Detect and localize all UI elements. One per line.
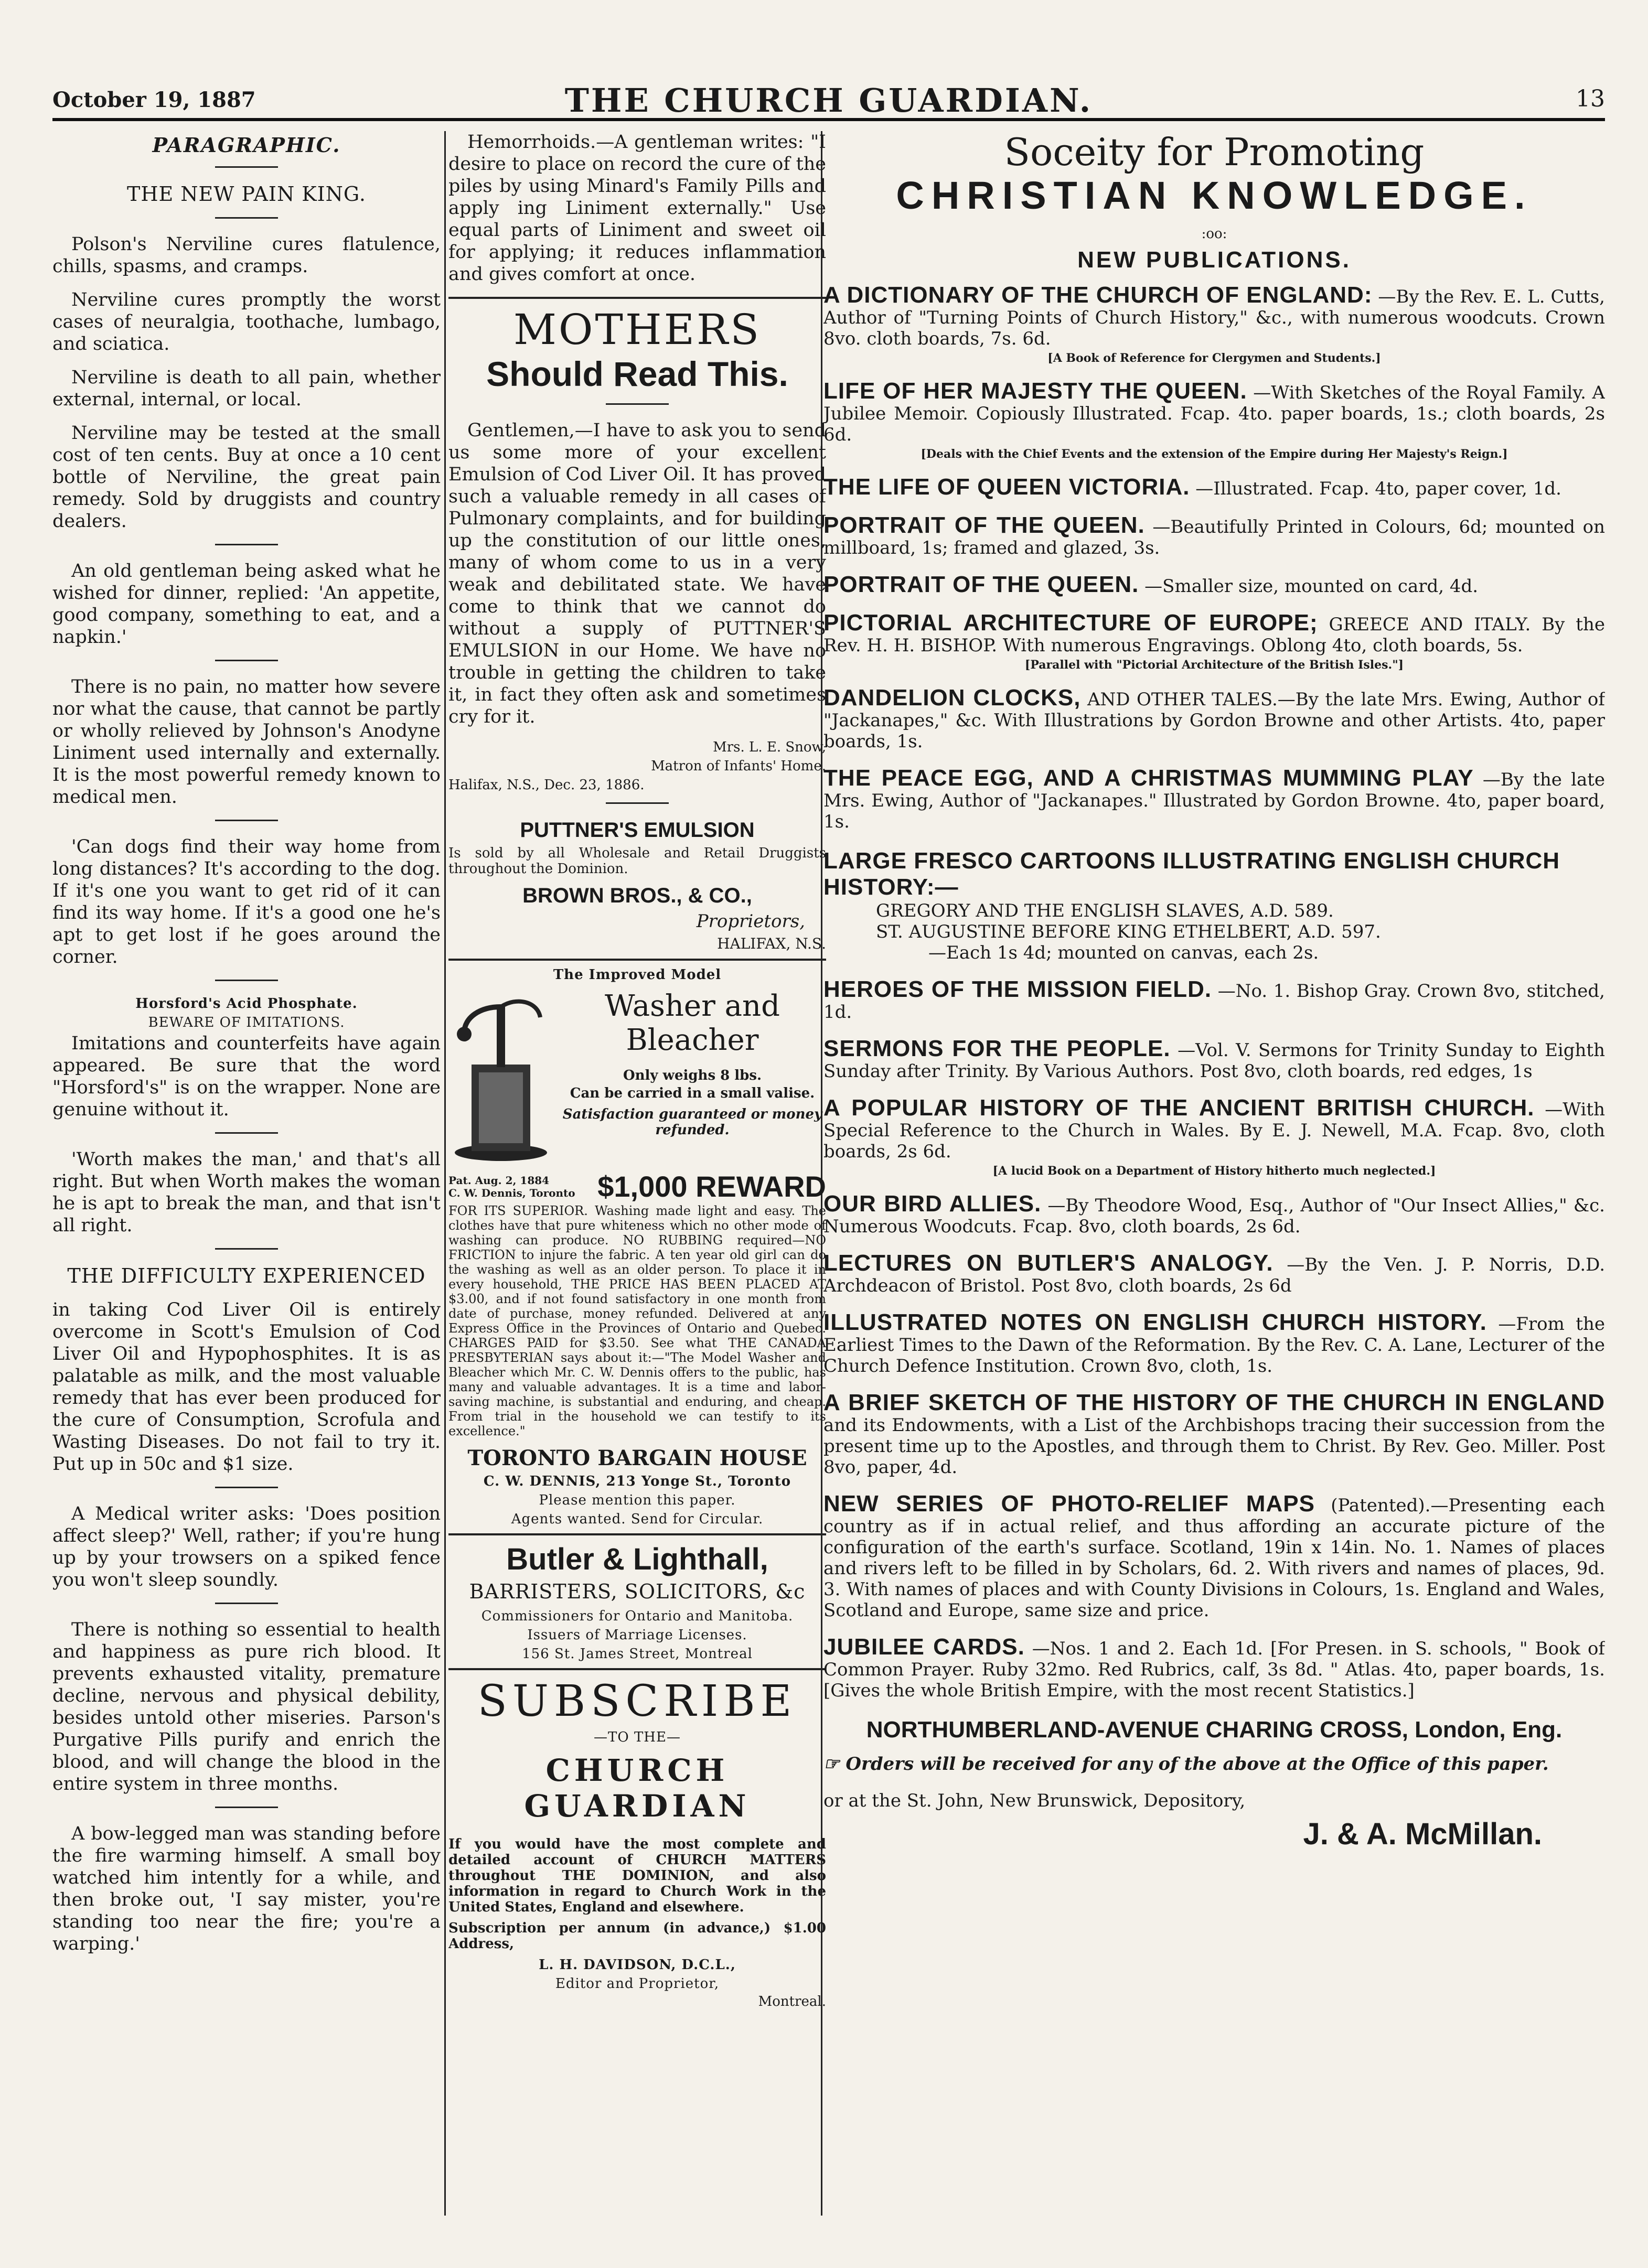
publication-details: —By the Ven. J. P. Norris, D.D. Archdeacon of Bristol. Post 8vo, cloth boards, 2s 6d [823, 1254, 1605, 1296]
ad-text: Commissioners for Ontario and Manitoba. [481, 1608, 794, 1624]
divider-ornament: :oo: [1201, 226, 1227, 242]
publication-details: —Smaller size, mounted on card, 4d. [1144, 576, 1479, 597]
reward-headline: $1,000 REWARD [597, 1170, 826, 1203]
paragraph: Nerviline cures promptly the worst cases of neuralgia, toothache, lumbago, and sciatica. [52, 289, 441, 354]
publication-details: —No. 1. Bishop Gray. Crown 8vo, stitched, 1d. [823, 981, 1605, 1023]
publication-description [823, 474, 1605, 500]
paragraph: Nerviline is death to all pain, whether external, internal, or local. [52, 367, 441, 410]
paragraph: Hemorrhoids.—A gentleman writes: "I desire to place on record the cure of the piles by using Minard's Family Pills and apply ing Liniment externally." Use equal parts of Liniment and sweet oil for applying; it reduces inflammation and gives comfort at once. [448, 132, 826, 285]
bookseller-name: J. & A. McMillan. [1303, 1817, 1542, 1851]
paragraph: An old gentleman being asked what he wished for dinner, replied: 'An appetite, good company, something to eat, and a napkin.' [52, 561, 441, 648]
publication-note: [Deals with the Chief Events and the extension of the Empire during Her Majesty's Reign.] [921, 447, 1508, 461]
ad-headline: MOTHERS [513, 305, 762, 354]
ad-text: Editor and Proprietor, [555, 1976, 720, 1992]
publication-entry [823, 574, 1605, 597]
publication-title: LIFE OF HER MAJESTY THE QUEEN. [823, 378, 1247, 404]
ad-text: Agents wanted. Send for Circular. [511, 1511, 764, 1527]
publication-details: —From the Earliest Times to the Dawn of the Reformation. By the Rev. C. A. Lane, Lecturer of the Church Defence Institution. Crown 8vo, cloth, 1s. [823, 1314, 1605, 1377]
washer-illustration [448, 986, 553, 1164]
paragraph: in taking Cod Liver Oil is entirely overcome in Scott's Emulsion of Cod Liver Oil and Hypophosphites. It is as palatable as milk, and the most valuable remedy that has ever been produced for the cure of Consumption, Scrofula and Wasting Diseases. Do not fail to try it. Put up in 50c and $1 size. [52, 1299, 441, 1475]
publication-description [823, 1634, 1605, 1701]
publication-line: ST. AUGUSTINE BEFORE KING ETHELBERT, A.D. 597. [876, 921, 1381, 942]
ad-text: Is sold by all Wholesale and Retail Druggists throughout the Dominion. [448, 845, 826, 877]
depository-note: or at the St. John, New Brunswick, Depository, [823, 1790, 1246, 1811]
publication-description [823, 687, 1605, 752]
publication-title: PORTRAIT OF THE QUEEN. [823, 512, 1145, 538]
paragraph: A bow-legged man was standing before the fire warming himself. A small boy watched him intently for a while, and then broke out, 'I say mister, you're standing too near the fire; you're a warping.' [52, 1823, 441, 1954]
ad-text: Montreal. [758, 1994, 826, 2009]
publication-description [823, 1309, 1605, 1377]
signature-date: Halifax, N.S., Dec. 23, 1886. [448, 777, 645, 793]
ad-text: Proprietors, [696, 911, 805, 932]
publication-title: ILLUSTRATED NOTES ON ENGLISH CHURCH HISTORY. [823, 1309, 1487, 1335]
publication-entry [823, 1634, 1605, 1701]
ad-text: If you would have the most complete and detailed account of CHURCH MATTERS throughout THE DOMINION, and also information in regard to Church Work in the United States, England and elsewhere. [448, 1836, 826, 1915]
ad-text: HALIFAX, N.S. [717, 935, 826, 952]
publication-title: A POPULAR HISTORY OF THE ANCIENT BRITISH CHURCH. [823, 1095, 1535, 1121]
publication-details: (Patented).—Presenting each country as if in actual relief, and thus affording an accurate picture of the configuration of the earth's surface. Scotland, 19in x 14in. No. 1. Names of places and rivers left to be filled in by Scholars, 6d. 2. With rivers and names of places, 9d. 3. With names of places and with County Divisions in Colours, 1s. England and Wales, Scotland and Europe, same size and price. [823, 1495, 1605, 1621]
ad-text: Only weighs 8 lbs. [623, 1068, 762, 1083]
publication-details: —With Special Reference to the Church in Wales. By E. J. Newell, M.A. Fcap. 8vo, cloth boards, 2s 6d. [823, 1099, 1605, 1162]
column-advertisements [448, 131, 826, 2226]
ad-subheading: BEWARE OF IMITATIONS. [148, 1015, 345, 1030]
publication-entry [823, 512, 1605, 558]
publication-details: —Vol. V. Sermons for Trinity Sunday to Eighth Sunday after Trinity. By Various Authors. Post 8vo, cloth boards, red edges, 1s [823, 1040, 1605, 1082]
washer-ad [448, 986, 826, 1164]
publication-entry [823, 1038, 1605, 1082]
column-divider [444, 131, 446, 2216]
publication-details: —By the Rev. E. L. Cutts, Author of "Turning Points of Church History," &c., with numerous woodcuts. Crown 8vo. cloth boards, 7s. 6d. [823, 286, 1605, 349]
ad-headline: BROWN BROS., & CO., [522, 884, 752, 907]
publication-description [823, 1038, 1605, 1082]
ad-heading: Horsford's Acid Phosphate. [135, 996, 358, 1012]
paragraph: Polson's Nerviline cures flatulence, chills, spasms, and cramps. [52, 234, 441, 277]
signature: Mrs. L. E. Snow, [713, 739, 826, 755]
publication-title: OUR BIRD ALLIES. [823, 1191, 1042, 1217]
publication-description [823, 1250, 1605, 1296]
masthead [52, 81, 1605, 121]
publication-title: A DICTIONARY OF THE CHURCH OF ENGLAND: [823, 282, 1373, 308]
publication-title: HEROES OF THE MISSION FIELD. [823, 976, 1212, 1002]
paragraph: Nerviline may be tested at the small cost of ten cents. Buy at once a 10 cent bottle of Nerviline, the great pain remedy. Sold by druggists and country dealers. [52, 423, 441, 532]
publication-entry [823, 687, 1605, 752]
column-spck [823, 131, 1605, 2226]
publication-entry [823, 765, 1605, 832]
publication-description [823, 1095, 1605, 1162]
ad-headline: PUTTNER'S EMULSION [520, 819, 755, 842]
publication-entry [823, 1250, 1605, 1296]
ad-text: Can be carried in a small valise. [570, 1085, 815, 1101]
issue-date: October 19, 1887 [52, 88, 256, 112]
publication-details: AND OTHER TALES.—By the late Mrs. Ewing, Author of "Jackanapes," &c. With Illustrations by Gordon Browne and other Artists. 4to, paper boards, 1s. [823, 689, 1605, 752]
section-heading: PARAGRAPHIC. [152, 133, 341, 157]
article-heading: THE NEW PAIN KING. [126, 182, 367, 206]
publication-note: [Parallel with "Pictorial Architecture of the British Isles."] [1024, 658, 1404, 672]
publication-entry [823, 1392, 1605, 1478]
ad-text: L. H. DAVIDSON, D.C.L., [539, 1957, 736, 1973]
publication-entry [823, 1309, 1605, 1377]
publication-description [823, 765, 1605, 832]
publication-entry [823, 1191, 1605, 1237]
publication-note: [A lucid Book on a Department of History hitherto much neglected.] [992, 1164, 1436, 1178]
publication-details: —By the late Mrs. Ewing, Author of "Jackanapes." Illustrated by Gordon Browne. 4to, paper board, 1s. [823, 769, 1605, 832]
ad-text: FOR ITS SUPERIOR. Washing made light and easy. The clothes have that pure whiteness which no other mode of washing can produce. NO RUBBING required—NO FRICTION to injure the fabric. A ten year old girl can do the washing as well as an older person. To place it in every household, THE PRICE HAS BEEN PLACED AT $3.00, and if not found satisfactory in one month from date of purchase, money refunded. Delivered at any Express Office in the Provinces of Ontario and Quebec. CHARGES PAID for $3.50. See what THE CANADA PRESBYTERIAN says about it:—"The Model Washer and Bleacher which Mr. C. W. Dennis offers to the public, has many and valuable advantages. It is a time and labor-saving machine, is substantial and enduring, and cheap. From trial in the household we can testify to its excellence." [448, 1203, 826, 1438]
ad-text: Satisfaction guaranteed or money refunded. [562, 1106, 822, 1138]
ad-text: Issuers of Marriage Licenses. [527, 1627, 747, 1643]
publication-title: SERMONS FOR THE PEOPLE. [823, 1036, 1171, 1061]
ad-headline: Should Read This. [486, 354, 788, 393]
publication-entry [823, 976, 1605, 1023]
publication-details: —Nos. 1 and 2. Each 1d. [For Presen. in S. schools, " Book of Common Prayer. Ruby 32mo. Red Rubrics, calf, 3s 8d. " Atlas. 4to, paper boards, 1s. [Gives the whole British Empire, with the most recent Statistics.] [823, 1638, 1605, 1701]
paragraph: There is nothing so essential to health and happiness as pure rich blood. It prevents exhausted vitality, premature decline, nervous and physical debility, besides untold other miseries. Parson's Purgative Pills purify and enrich the blood, and will change the blood in the entire system in three months. [52, 1619, 441, 1794]
publication-description [823, 1191, 1605, 1237]
publication-entry [823, 848, 1605, 963]
publication-line: GREGORY AND THE ENGLISH SLAVES, A.D. 589. [876, 900, 1334, 921]
ad-text: —TO THE— [594, 1729, 681, 1745]
publication-title: THE LIFE OF QUEEN VICTORIA. [823, 474, 1190, 500]
ad-headline: TORONTO BARGAIN HOUSE [467, 1446, 807, 1470]
publisher-address: NORTHUMBERLAND-AVENUE CHARING CROSS, London, Eng. [866, 1717, 1563, 1743]
ad-headline: Washer and Bleacher [605, 989, 780, 1057]
newspaper-title: THE CHURCH GUARDIAN. [564, 81, 1093, 120]
section-heading: NEW PUBLICATIONS. [1077, 247, 1351, 273]
publication-details: GREECE AND ITALY. By the Rev. H. H. BISHOP. With numerous Engravings. Oblong 4to, cloth boards, 5s. [823, 614, 1605, 656]
patent-holder: C. W. Dennis, Toronto [448, 1186, 575, 1199]
paragraph: There is no pain, no matter how severe nor what the cause, that cannot be partly or wholly relieved by Johnson's Anodyne Liniment used internally and externally. It is the most powerful remedy known to medical men. [52, 676, 441, 808]
publication-details: —With Sketches of the Royal Family. A Jubilee Memoir. Copiously Illustrated. Fcap. 4to. paper boards, 1s.; cloth boards, 2s 6d. [823, 382, 1605, 445]
ad-headline: Butler & Lighthall, [506, 1542, 768, 1576]
publication-title: PORTRAIT OF THE QUEEN. [823, 572, 1139, 597]
publication-description [823, 512, 1605, 558]
ad-text: Subscription per annum (in advance,) $1.00 Address, [448, 1920, 826, 1952]
ad-headline: SUBSCRIBE [477, 1676, 797, 1726]
paragraph: A Medical writer asks: 'Does position affect sleep?' Well, rather; if you're hung up by your trowsers on a spiked fence you won't sleep soundly. [52, 1503, 441, 1590]
publication-details: and its Endowments, with a List of the Archbishops tracing their succession from the present time up to the Apostles, and through them to Christ. By Rev. Geo. Miller. Post 8vo, paper, 4d. [823, 1415, 1605, 1478]
society-title: Soceity for Promoting [1004, 131, 1425, 174]
publication-entry [823, 612, 1605, 672]
publication-description [823, 976, 1605, 1023]
ad-text: BARRISTERS, SOLICITORS, &c [469, 1580, 806, 1603]
publication-line: —Each 1s 4d; mounted on canvas, each 2s. [928, 942, 1319, 963]
publication-title: NEW SERIES OF PHOTO-RELIEF MAPS [823, 1491, 1315, 1517]
publication-entry [823, 474, 1605, 500]
publication-details: —Beautifully Printed in Colours, 6d; mounted on millboard, 1s; framed and glazed, 3s. [823, 517, 1605, 558]
paragraph: Imitations and counterfeits have again appeared. Be sure that the word "Horsford's" is on the wrapper. None are genuine without it. [52, 1033, 441, 1120]
article-heading: THE DIFFICULTY EXPERIENCED [67, 1264, 426, 1287]
publication-title: DANDELION CLOCKS, [823, 685, 1081, 711]
publication-title: A BRIEF SKETCH OF THE HISTORY OF THE CHURCH IN ENGLAND [823, 1390, 1605, 1415]
publication-details: —Illustrated. Fcap. 4to, paper cover, 1d. [1195, 478, 1561, 499]
ad-text: 156 St. James Street, Montreal [522, 1646, 753, 1662]
publication-title: THE PEACE EGG, AND A CHRISTMAS MUMMING PLAY [823, 765, 1474, 791]
publication-title: JUBILEE CARDS. [823, 1634, 1025, 1660]
signature: Matron of Infants' Home. [651, 758, 826, 774]
ad-text: C. W. DENNIS, 213 Yonge St., Toronto [483, 1474, 791, 1489]
paragraph: 'Worth makes the man,' and that's all right. But when Worth makes the woman he is apt to break the man, and that isn't all right. [52, 1149, 441, 1236]
testimonial-letter: Gentlemen,—I have to ask you to send us some more of your excellent Emulsion of Cod Liver Oil. It has proved such a valuable remedy in all cases of Pulmonary complaints, and for building up the constitution of our little ones, many of whom come to us in a very weak and debilitated state. We have come to think that we cannot do without a supply of PUTTNER'S EMULSION in our Home. We have no trouble in getting the children to take it, in fact they often ask and sometimes cry for it. [448, 420, 826, 727]
publication-description [823, 378, 1605, 445]
publication-description [823, 574, 1605, 597]
publication-description [823, 1392, 1605, 1478]
page-number: 13 [1576, 85, 1605, 112]
publication-title: LARGE FRESCO CARTOONS ILLUSTRATING ENGLISH CHURCH HISTORY:— [823, 848, 1560, 900]
publication-entry [823, 378, 1605, 461]
ad-text: Please mention this paper. [539, 1492, 736, 1508]
ad-headline: CHURCH GUARDIAN [524, 1753, 751, 1824]
publication-details: —By Theodore Wood, Esq., Author of "Our Insect Allies," &c. Numerous Woodcuts. Fcap. 8vo, cloth boards, 2s 6d. [823, 1195, 1605, 1237]
publication-entry [823, 1493, 1605, 1621]
orders-note: ☞ Orders will be received for any of the above at the Office of this paper. [823, 1754, 1549, 1775]
publication-title: LECTURES ON BUTLER'S ANALOGY. [823, 1250, 1274, 1276]
society-subtitle: CHRISTIAN KNOWLEDGE. [896, 174, 1533, 217]
publication-title: PICTORIAL ARCHITECTURE OF EUROPE; [823, 610, 1318, 636]
ad-heading: The Improved Model [553, 967, 722, 983]
publication-description [823, 282, 1605, 349]
paragraph: 'Can dogs find their way home from long distances? It's according to the dog. If it's one you want to get rid of it can find its way home. If it's a good one he's apt to get lost if he goes around the corner. [52, 836, 441, 968]
publication-entry [823, 1095, 1605, 1178]
publication-description [823, 612, 1605, 656]
publication-entry [823, 282, 1605, 365]
column-paragraphic [52, 131, 441, 2226]
patent-date: Pat. Aug. 2, 1884 [448, 1174, 550, 1187]
publication-note: [A Book of Reference for Clergymen and Students.] [1047, 351, 1381, 365]
publication-description [823, 1493, 1605, 1621]
